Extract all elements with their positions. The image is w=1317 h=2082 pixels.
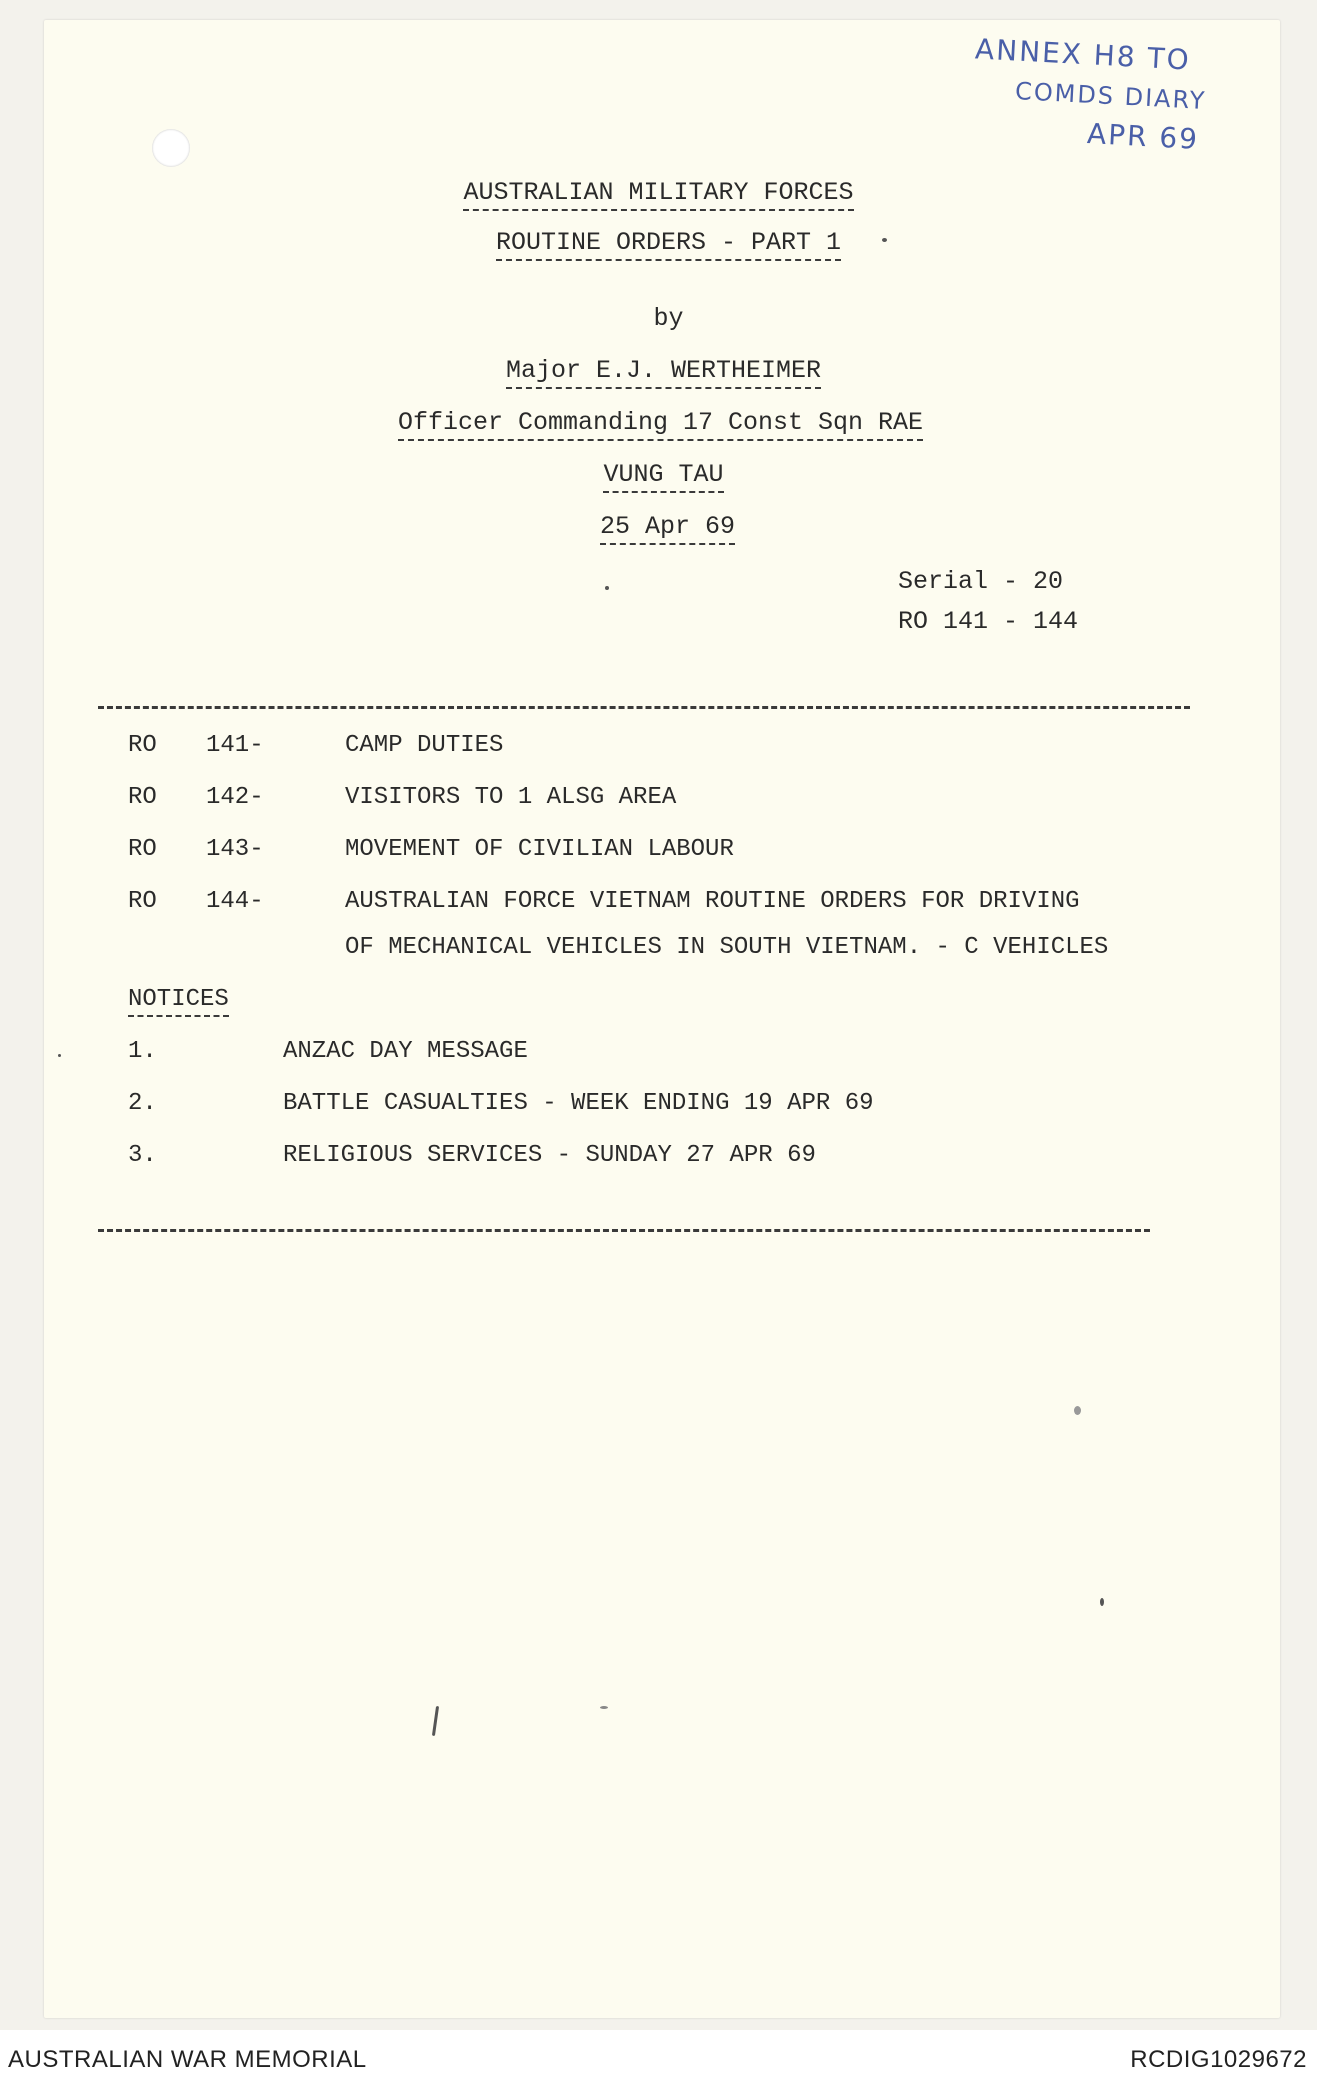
header-officer-name xyxy=(0,356,1317,385)
punch-hole xyxy=(152,129,190,167)
handwritten-annotation-line-3: APR 69 xyxy=(1086,117,1200,156)
handwritten-annotation-line-2: COMDS DIARY xyxy=(1014,77,1208,115)
notice-title: BATTLE CASUALTIES - WEEK ENDING 19 APR 69 xyxy=(283,1090,874,1117)
header-by xyxy=(0,304,1317,333)
ro-label: RO xyxy=(128,836,157,863)
header-officer-name-text: Major E.J. WERTHEIMER xyxy=(506,356,821,389)
ro-number: 144- xyxy=(206,888,264,915)
ro-title: CAMP DUTIES xyxy=(345,732,504,759)
header-org xyxy=(0,178,1317,207)
divider-bottom xyxy=(98,1229,1150,1232)
header-by-text: by xyxy=(653,304,684,333)
paper-speck xyxy=(1074,1406,1081,1415)
header-officer-role-text: Officer Commanding 17 Const Sqn RAE xyxy=(398,408,923,441)
handwritten-annotation-line-1: ANNEX H8 TO xyxy=(974,32,1192,77)
header-title xyxy=(0,228,1317,257)
header-org-text: AUSTRALIAN MILITARY FORCES xyxy=(463,178,853,211)
ro-title-continuation: OF MECHANICAL VEHICLES IN SOUTH VIETNAM. - C VEHICLES xyxy=(345,934,1109,961)
header-location xyxy=(0,460,1317,489)
ro-title: AUSTRALIAN FORCE VIETNAM ROUTINE ORDERS FOR DRIVING xyxy=(345,888,1080,915)
serial-line: Serial - 20 xyxy=(898,567,1064,596)
paper-speck xyxy=(1100,1598,1104,1606)
ro-range-line: RO 141 - 144 xyxy=(898,607,1079,636)
header-date-text: 25 Apr 69 xyxy=(600,512,735,545)
header-officer-role xyxy=(0,408,1317,437)
paper-speck xyxy=(600,1706,608,1709)
header-date xyxy=(0,512,1317,541)
ro-label: RO xyxy=(128,888,157,915)
divider-top xyxy=(98,706,1190,709)
notice-title: ANZAC DAY MESSAGE xyxy=(283,1038,528,1065)
serial-block xyxy=(898,562,1078,642)
notice-number: 1. xyxy=(128,1038,157,1065)
ro-label: RO xyxy=(128,784,157,811)
paper-speck xyxy=(882,238,887,242)
ro-label: RO xyxy=(128,732,157,759)
paper-speck xyxy=(58,1054,61,1057)
notice-number: 2. xyxy=(128,1090,157,1117)
notice-number: 3. xyxy=(128,1142,157,1169)
footer-identifier: RCDIG1029672 xyxy=(1130,2046,1307,2073)
ro-number: 142- xyxy=(206,784,264,811)
ro-number: 143- xyxy=(206,836,264,863)
footer-source: AUSTRALIAN WAR MEMORIAL xyxy=(8,2046,367,2073)
paper-speck xyxy=(605,586,609,590)
ro-title: VISITORS TO 1 ALSG AREA xyxy=(345,784,677,811)
notices-heading-text: NOTICES xyxy=(128,986,229,1017)
header-location-text: VUNG TAU xyxy=(603,460,723,493)
ro-number: 141- xyxy=(206,732,264,759)
ro-title: MOVEMENT OF CIVILIAN LABOUR xyxy=(345,836,734,863)
header-title-text: ROUTINE ORDERS - PART 1 xyxy=(496,228,841,261)
notices-heading xyxy=(128,986,229,1013)
notice-title: RELIGIOUS SERVICES - SUNDAY 27 APR 69 xyxy=(283,1142,816,1169)
